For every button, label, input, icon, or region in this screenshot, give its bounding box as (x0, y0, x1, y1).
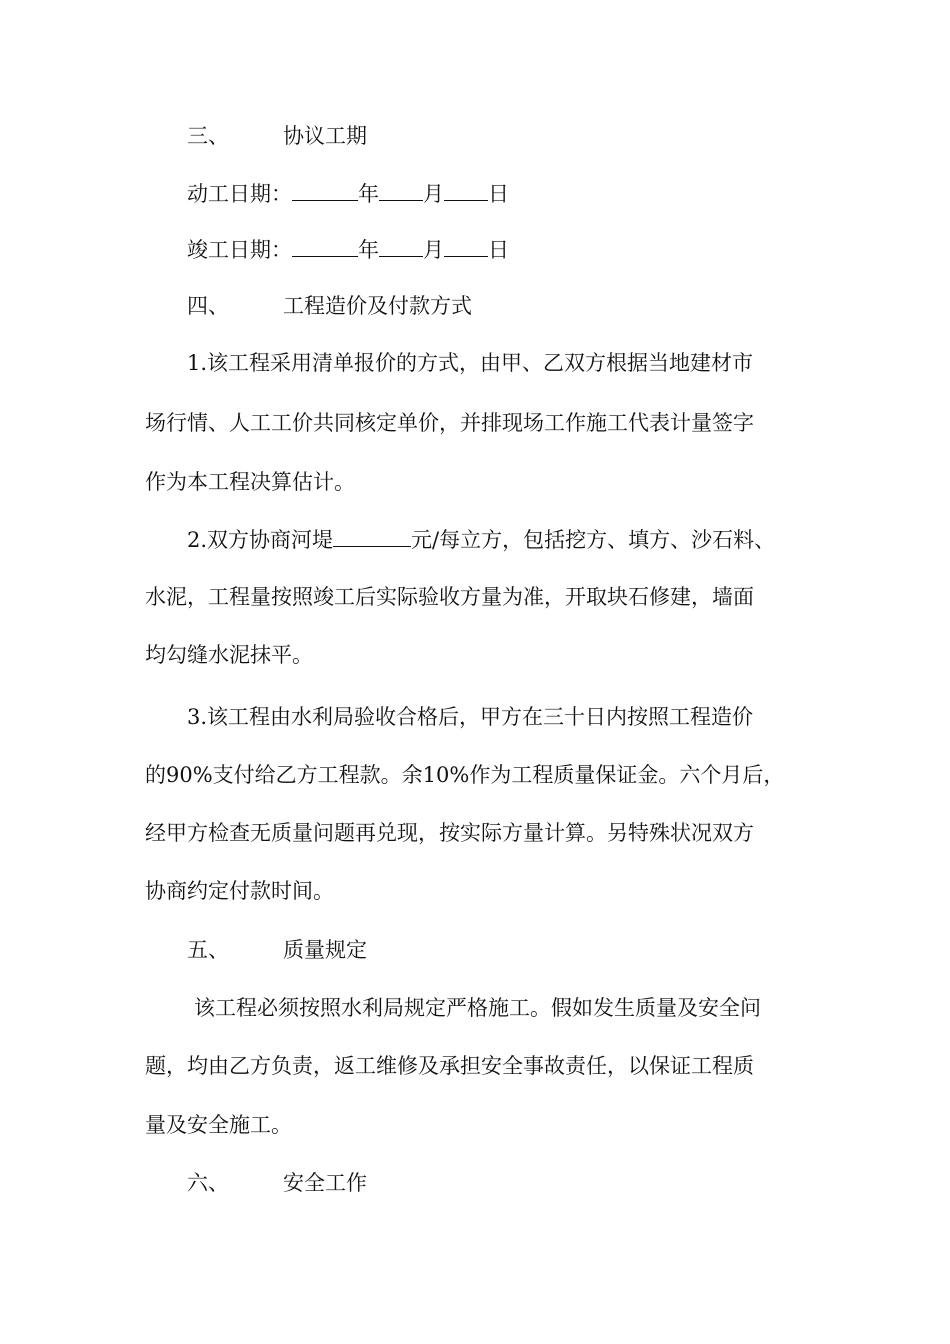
year-label: 年 (358, 182, 379, 206)
paragraph-line (187, 524, 775, 555)
section-title: 工程造价及付款方式 (283, 294, 472, 318)
paragraph-line: 均勾缝水泥抹平。 (145, 643, 313, 667)
month-label: 月 (423, 238, 444, 262)
section-number: 六、 (187, 1171, 229, 1195)
end-date-line (187, 234, 509, 265)
paragraph-line: 量及安全施工。 (145, 1113, 292, 1137)
text-segment: 2.双方协商河堤 (187, 528, 334, 552)
month-blank (379, 178, 423, 201)
paragraph-line: 1.该工程采用清单报价的方式，由甲、乙双方根据当地建材市 (187, 351, 754, 375)
text-segment: 元/每立方，包括挖方、填方、沙石料、 (411, 528, 776, 552)
paragraph-line: 协商约定付款时间。 (145, 879, 334, 903)
day-blank (444, 178, 488, 201)
month-blank (379, 234, 423, 257)
day-label: 日 (488, 182, 509, 206)
section-number: 三、 (187, 124, 229, 148)
paragraph-line: 经甲方检查无质量问题再兑现，按实际方量计算。另特殊状况双方 (145, 821, 754, 845)
year-blank (292, 178, 358, 201)
section-title: 协议工期 (283, 124, 367, 148)
section-title: 质量规定 (283, 938, 367, 962)
paragraph-line: 的90%支付给乙方工程款。余10%作为工程质量保证金。六个月后， (145, 763, 785, 787)
paragraph-line: 作为本工程决算估计。 (145, 470, 355, 494)
year-blank (292, 234, 358, 257)
section-heading-4 (187, 291, 472, 321)
price-blank (333, 524, 411, 547)
paragraph-line: 题，均由乙方负责，返工维修及承担安全事故责任，以保证工程质 (145, 1054, 754, 1078)
section-number: 五、 (187, 938, 229, 962)
section-heading-3 (187, 121, 367, 151)
day-blank (444, 234, 488, 257)
paragraph-line: 场行情、人工工价共同核定单价，并排现场工作施工代表计量签字 (145, 411, 754, 435)
start-date-line (187, 178, 509, 209)
section-heading-6 (187, 1168, 367, 1198)
month-label: 月 (423, 182, 444, 206)
day-label: 日 (488, 238, 509, 262)
year-label: 年 (358, 238, 379, 262)
paragraph-line: 该工程必须按照水利局规定严格施工。假如发生质量及安全问 (194, 996, 761, 1020)
end-date-label: 竣工日期： (187, 238, 292, 262)
paragraph-line: 3.该工程由水利局验收合格后，甲方在三十日内按照工程造价 (187, 705, 754, 729)
section-heading-5 (187, 935, 367, 965)
section-title: 安全工作 (283, 1171, 367, 1195)
section-number: 四、 (187, 294, 229, 318)
paragraph-line: 水泥，工程量按照竣工后实际验收方量为准，开取块石修建，墙面 (145, 585, 754, 609)
start-date-label: 动工日期： (187, 182, 292, 206)
